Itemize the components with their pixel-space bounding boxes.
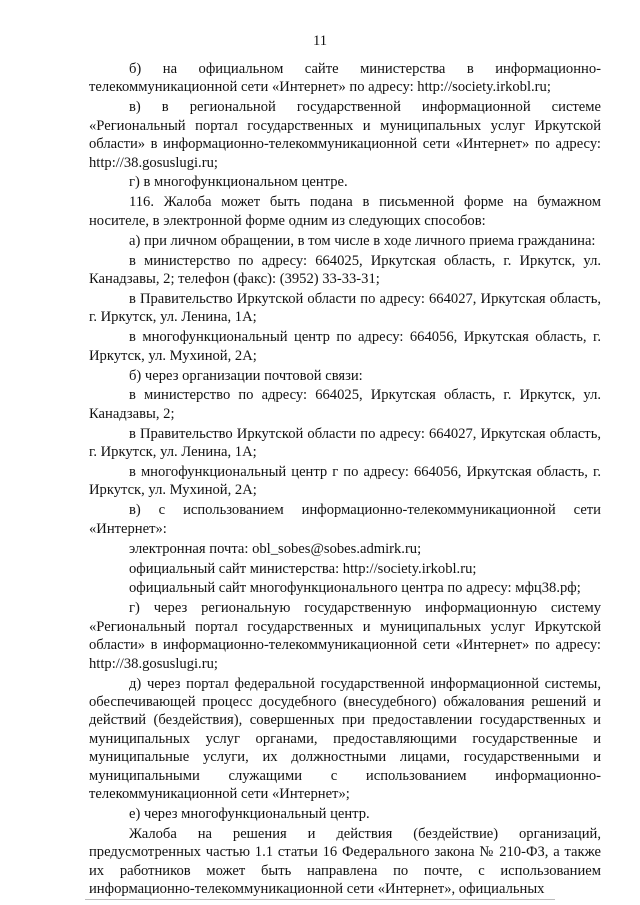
paragraph-email: электронная почта: obl_sobes@sobes.admirk.ru;: [129, 540, 422, 557]
paragraph-a-personal: а) при личном обращении, в том числе в ходе личного приема гражданина:: [129, 232, 596, 249]
page-number: 11: [312, 33, 328, 49]
paragraph-v-regional-portal: в) в региональной государственной информационной системе «Региональный портал государственных и муниципальных услуг Иркутской области» в информационно-телекоммуникационной сети «Интернет» по адресу: http://38.gosuslugi.ru;: [89, 99, 601, 171]
paragraph-mfc-site: официальный сайт многофункционального центра по адресу: мфц38.рф;: [129, 580, 581, 597]
scan-edge-line: [85, 899, 555, 900]
paragraph-b-postal: б) через организации почтовой связи:: [129, 367, 363, 384]
paragraph-116: 116. Жалоба может быть подана в письменной форме на бумажном носителе, в электронной форме одним из следующих способов:: [89, 194, 601, 229]
paragraph-g-regional-system: г) через региональную государственную информационную систему «Региональный портал государственных и муниципальных услуг Иркутской области» в информационно-телекоммуникационной сети «Интернет» по адресу: http://38.gosuslugi.ru;: [89, 600, 601, 672]
document-body: [89, 60, 601, 900]
paragraph-postal-ministry: в министерство по адресу: 664025, Иркутская область, г. Иркутск, ул. Канадзавы, 2;: [89, 387, 601, 422]
paragraph-government-address: в Правительство Иркутской области по адресу: 664027, Иркутская область, г. Иркутск, ул. Ленина, 1А;: [89, 290, 601, 326]
paragraph-v-internet: в) с использованием информационно-телекоммуникационной сети «Интернет»:: [89, 502, 601, 537]
paragraph-postal-mfc: в многофункциональный центр г по адресу: 664056, Иркутская область, г. Иркутск, ул. Мухиной, 2А;: [89, 464, 601, 499]
paragraph-complaint-organizations: Жалоба на решения и действия (бездействие) организаций, предусмотренных частью 1.1 статьи 16 Федерального закона № 210-ФЗ, а также их работников может быть направлена по почте, с использованием информационно-телекоммуникационной сети «Интернет», официальных: [89, 825, 601, 897]
paragraph-mfc-address: в многофункциональный центр по адресу: 664056, Иркутская область, г. Иркутск, ул. Мухиной, 2А;: [89, 329, 601, 364]
paragraph-ministry-address: в министерство по адресу: 664025, Иркутская область, г. Иркутск, ул. Канадзавы, 2; телефон (факс): (3952) 33-33-31;: [89, 252, 601, 287]
paragraph-d-federal-portal: д) через портал федеральной государственной информационной системы, обеспечивающей процесс досудебного (внесудебного) обжалования решений и действий (бездействия), совершенных при предоставлении государственных и муниципальных услуг органами, предоставляющими государственные и муниципальные услуги, их должностными лицами, государственными и муниципальными служащими с использованием информационно-телекоммуникационной сети «Интернет»;: [89, 675, 601, 802]
paragraph-b-official-site: б) на официальном сайте министерства в информационно-телекоммуникационной сети «Интернет» по адресу: http://society.irkobl.ru;: [89, 61, 601, 96]
paragraph-postal-government: в Правительство Иркутской области по адресу: 664027, Иркутская область, г. Иркутск, ул. Ленина, 1А;: [89, 425, 601, 461]
paragraph-g-mfc: г) в многофункциональном центре.: [129, 174, 348, 191]
paragraph-e-mfc: е) через многофункциональный центр.: [129, 805, 370, 822]
paragraph-ministry-site: официальный сайт министерства: http://society.irkobl.ru;: [129, 560, 477, 577]
